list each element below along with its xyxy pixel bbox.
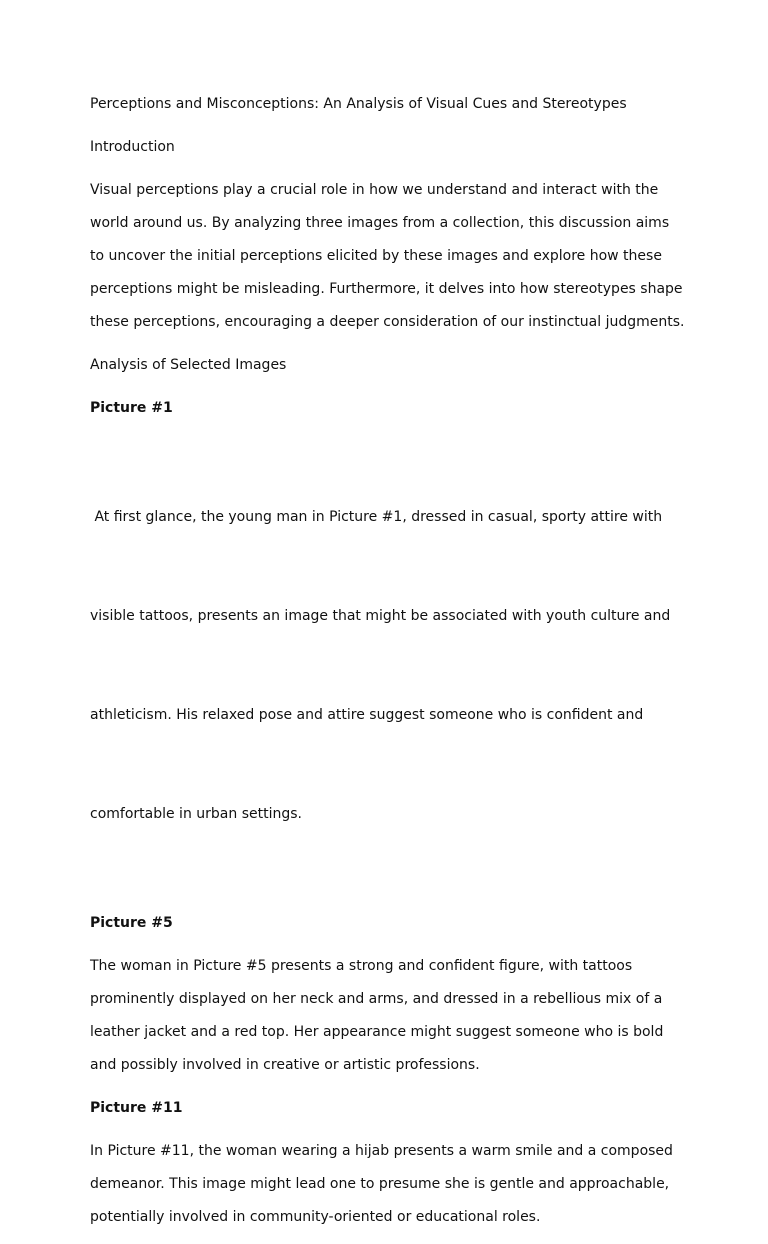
paragraph-line: comfortable in urban settings. <box>90 806 302 822</box>
paragraph-line: prominently displayed on her neck and arms, and dressed in a rebellious mix of a <box>90 991 663 1007</box>
document-title: Perceptions and Misconceptions: An Analysis of Visual Cues and Stereotypes <box>90 96 627 112</box>
paragraph-line: visible tattoos, presents an image that might be associated with youth culture and <box>90 608 671 624</box>
paragraph-line: In Picture #11, the woman wearing a hijab presents a warm smile and a composed <box>90 1143 673 1159</box>
paragraph-line: At first glance, the young man in Picture #1, dressed in casual, sporty attire with <box>90 509 663 525</box>
introduction-heading: Introduction <box>90 139 175 155</box>
analysis-heading: Analysis of Selected Images <box>90 357 287 373</box>
picture-1-paragraph <box>90 435 690 897</box>
paragraph-line: demeanor. This image might lead one to presume she is gentle and approachable, <box>90 1176 670 1192</box>
paragraph-line: world around us. By analyzing three images from a collection, this discussion aims <box>90 215 670 231</box>
paragraph-line: perceptions might be misleading. Furthermore, it delves into how stereotypes shape <box>90 281 683 297</box>
paragraph-line: Visual perceptions play a crucial role in how we understand and interact with the <box>90 182 659 198</box>
paragraph-line: these perceptions, encouraging a deeper consideration of our instinctual judgments. <box>90 314 685 330</box>
picture-11-paragraph <box>90 1135 690 1234</box>
picture-11-heading: Picture #11 <box>90 1100 183 1116</box>
paragraph-line: athleticism. His relaxed pose and attire suggest someone who is confident and <box>90 707 644 723</box>
picture-5-paragraph <box>90 950 690 1082</box>
paragraph-line: to uncover the initial perceptions elicited by these images and explore how these <box>90 248 662 264</box>
introduction-paragraph <box>90 174 690 339</box>
picture-1-heading: Picture #1 <box>90 400 173 416</box>
paragraph-line: The woman in Picture #5 presents a strong and confident figure, with tattoos <box>90 958 633 974</box>
paragraph-line: leather jacket and a red top. Her appearance might suggest someone who is bold <box>90 1024 664 1040</box>
document-body <box>90 88 690 1244</box>
paragraph-line: potentially involved in community-oriented or educational roles. <box>90 1209 541 1225</box>
paragraph-line: and possibly involved in creative or artistic professions. <box>90 1057 480 1073</box>
picture-5-heading: Picture #5 <box>90 915 173 931</box>
